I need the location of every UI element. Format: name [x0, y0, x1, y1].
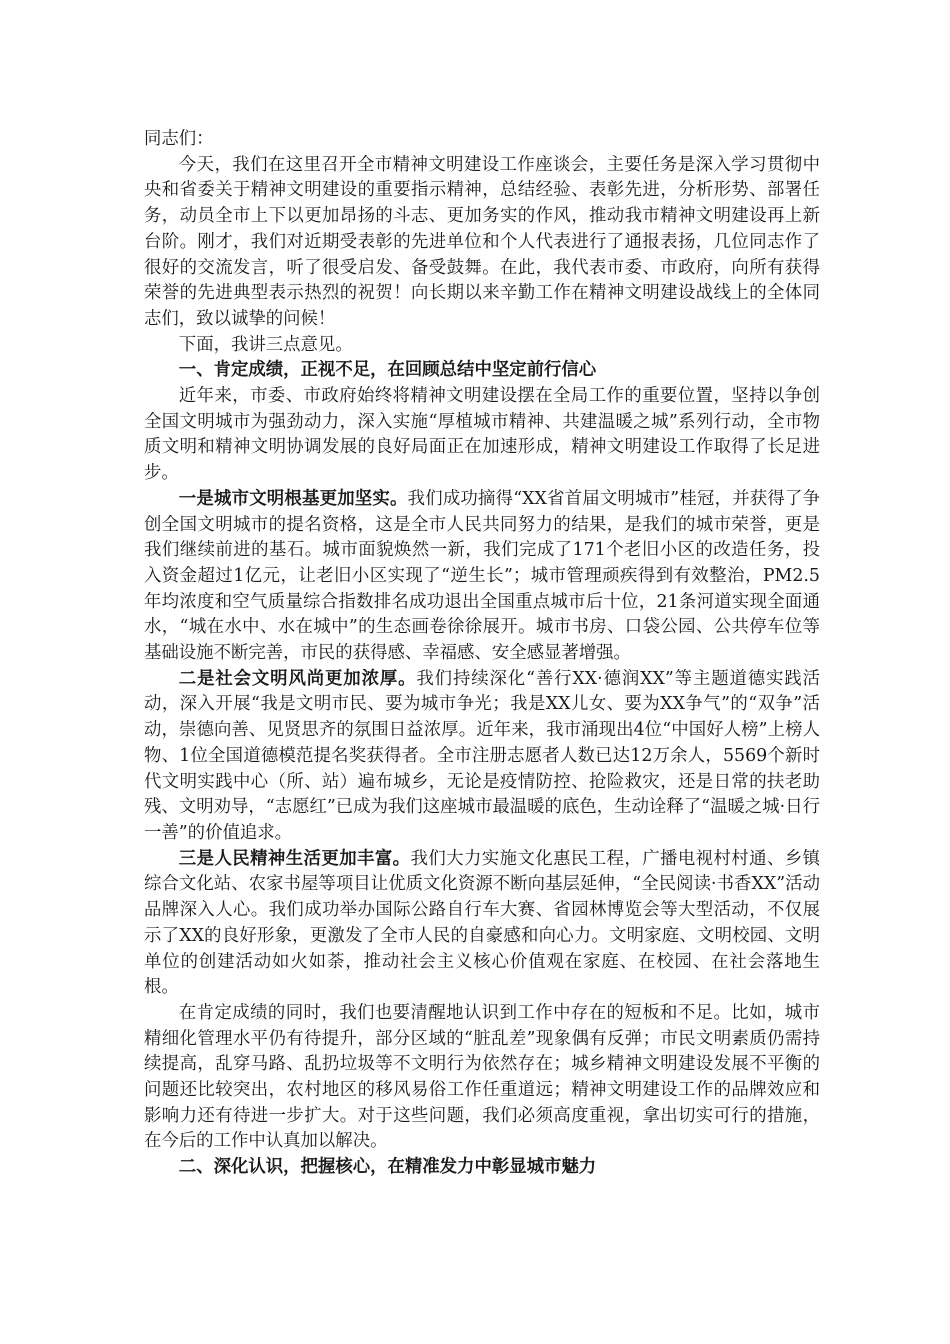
point-2-paragraph [144, 667, 820, 847]
section-1-heading: 一、肯定成绩，正视不足，在回顾总结中坚定前行信心 [178, 360, 597, 381]
opening-paragraph: 今天，我们在这里召开全市精神文明建设工作座谈会，主要任务是深入学习贯彻中央和省委关于精神文明建设的重要指示精神，总结经验、表彰先进，分析形势、部署任务，动员全市上下以更加昂扬的斗志、更加务实的作风，推动我市精神文明建设再上新台阶。刚才，我们对近期受表彰的先进单位和个人代表进行了通报表扬，几位同志作了很好的交流发言，听了很受启发、备受鼓舞。在此，我代表市委、市政府，向所有获得荣誉的先进典型表示热烈的祝贺！向长期以来辛勤工作在精神文明建设战线上的全体同志们，致以诚挚的问候！ [144, 154, 820, 329]
salutation: 同志们： [144, 129, 214, 149]
section-2-heading: 二、深化认识，把握核心，在精准发力中彰显城市魅力 [178, 1157, 597, 1178]
transition-paragraph: 下面，我讲三点意见。 [178, 334, 353, 355]
point-1-lead: 一是城市文明根基更加坚实。 [178, 488, 408, 509]
point-2-lead: 二是社会文明风尚更加浓厚。 [178, 668, 417, 689]
shortcomings-paragraph: 在肯定成绩的同时，我们也要清醒地认识到工作中存在的短板和不足。比如，城市精细化管理水平仍有待提升，部分区域的“脏乱差”现象偶有反弹；市民文明素质仍需持续提高，乱穿马路、乱扔垃圾等不文明行为依然存在；城乡精神文明建设发展不平衡的问题还比较突出，农村地区的移风易俗工作任重道远；精神文明建设工作的品牌效应和影响力还有待进一步扩大。对于这些问题，我们必须高度重视，拿出切实可行的措施，在今后的工作中认真加以解决。 [144, 1002, 820, 1152]
section-1-intro: 近年来，市委、市政府始终将精神文明建设摆在全局工作的重要位置，坚持以争创全国文明城市为强劲动力，深入实施“厚植城市精神、共建温暖之城”系列行动，全市物质文明和精神文明协调发展的良好局面正在加速形成，精神文明建设工作取得了长足进步。 [144, 386, 820, 484]
point-3-paragraph [144, 847, 820, 1001]
point-3-lead: 三是人民精神生活更加丰富。 [178, 848, 411, 869]
point-3-body: 我们大力实施文化惠民工程，广播电视村村通、乡镇综合文化站、农家书屋等项目让优质文化资源不断向基层延伸，“全民阅读·书香XX”活动品牌深入人心。我们成功举办国际公路自行车大赛、省园林博览会等大型活动，不仅展示了XX的良好形象，更激发了全市人民的自豪感和向心力。文明家庭、文明校园、文明单位的创建活动如火如荼，推动社会主义核心价值观在家庭、在校园、在社会落地生根。 [144, 848, 820, 998]
point-1-body: 我们成功摘得“XX省首届文明城市”桂冠，并获得了争创全国文明城市的提名资格，这是全市人民共同努力的结果，是我们的城市荣誉，更是我们继续前进的基石。城市面貌焕然一新，我们完成了171个老旧小区的改造任务，投入资金超过1亿元，让老旧小区实现了“逆生长”；城市管理顽疾得到有效整治，PM2.5年均浓度和空气质量综合指数排名成功退出全国重点城市后十位，21条河道实现全面通水，“城在水中、水在城中”的生态画卷徐徐展开。城市书房、口袋公园、公共停车位等基础设施不断完善，市民的获得感、幸福感、安全感显著增强。 [144, 488, 820, 664]
document-page [144, 127, 820, 1181]
point-1-paragraph [144, 487, 820, 667]
point-2-body: 我们持续深化“善行XX·德润XX”等主题道德实践活动，深入开展“我是文明市民、要为城市争光；我是XX儿女、要为XX争气”的“双争”活动，崇德向善、见贤思齐的氛围日益浓厚。近年来，我市涌现出4位“中国好人榜”上榜人物、1位全国道德模范提名奖获得者。全市注册志愿者人数已达12万余人，5569个新时代文明实践中心（所、站）遍布城乡，无论是疫情防控、抢险救灾，还是日常的扶老助残、文明劝导，“志愿红”已成为我们这座城市最温暖的底色，生动诠释了“温暖之城·日行一善”的价值追求。 [144, 668, 820, 843]
